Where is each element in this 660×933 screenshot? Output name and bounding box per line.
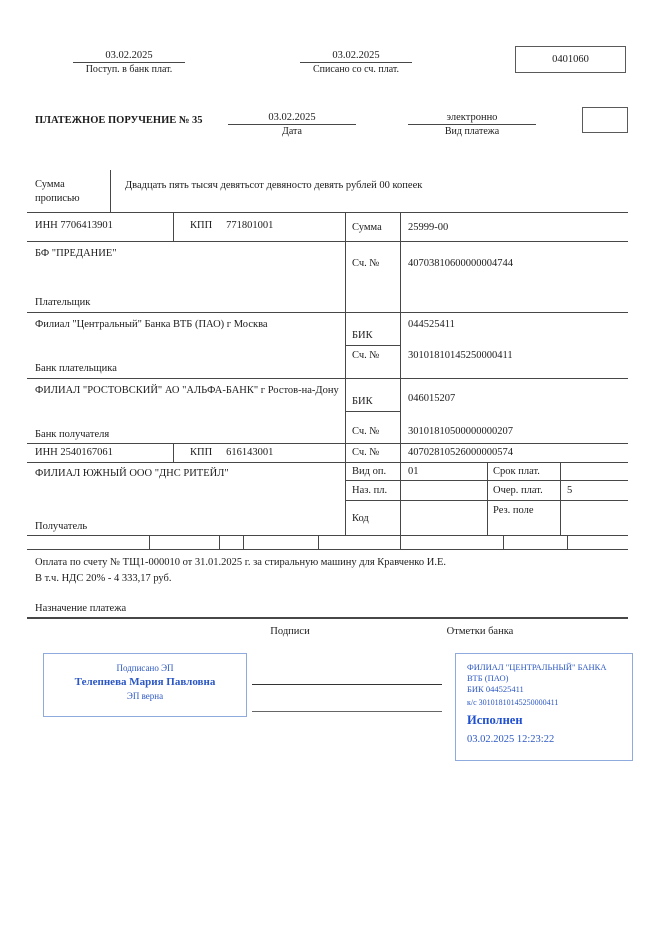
- payer-bank-section-label: Банк плательщика: [35, 363, 117, 374]
- table-line: [27, 462, 628, 463]
- document-title: ПЛАТЕЖНОЕ ПОРУЧЕНИЕ № 35: [35, 115, 203, 126]
- amount-words-label: Сумма прописью: [35, 179, 80, 205]
- table-line: [27, 535, 628, 536]
- sum-value: 25999-00: [408, 222, 449, 233]
- purpose-line1: Оплата по счету № ТЩ1-000010 от 31.01.2025 г. за стиральную машину для Кравченко И.Е.: [35, 557, 446, 568]
- signature-stamp-signed-label: Подписано ЭП: [116, 663, 174, 673]
- payee-bank-bik: 046015207: [408, 393, 456, 404]
- payer-bank-bik: 044525411: [408, 319, 455, 330]
- bank-stamp-datetime: 03.02.2025 12:23:22: [467, 734, 555, 746]
- payer-bank-account-label: Сч. №: [352, 350, 380, 361]
- payment-type-code-box: [582, 107, 628, 133]
- debited-date-field: [300, 50, 412, 75]
- payee-bank-bik-label: БИК: [352, 396, 373, 407]
- payer-name: БФ "ПРЕДАНИЕ": [35, 248, 117, 259]
- payer-bank-bik-label: БИК: [352, 330, 373, 341]
- op-value-column-divider: [560, 462, 561, 535]
- date-label: Дата: [282, 126, 302, 137]
- payer-account-label: Сч. №: [352, 258, 380, 269]
- payee-bank-section-label: Банк получателя: [35, 429, 110, 440]
- rez-pole-label: Рез. поле: [493, 505, 534, 516]
- payee-kpp: [190, 447, 273, 458]
- bank-stamp: [455, 653, 633, 761]
- srok-plat-label: Срок плат.: [493, 466, 540, 477]
- marks-row-divider: [149, 535, 150, 549]
- marks-row-divider: [567, 535, 568, 549]
- payer-bank-account: 30101810145250000411: [408, 350, 513, 361]
- signature-line-1: [252, 684, 442, 685]
- payee-kpp-label: КПП: [190, 447, 213, 458]
- payee-bank-account-label: Сч. №: [352, 426, 380, 437]
- table-line: [27, 312, 628, 313]
- bank-stamp-name-line2: ВТБ (ПАО): [467, 673, 509, 684]
- payer-account: 40703810600000004744: [408, 258, 513, 269]
- bik-divider-line: [345, 411, 400, 412]
- payee-kpp-value: 616143001: [226, 447, 274, 458]
- table-line: [27, 212, 628, 213]
- marks-row-divider: [503, 535, 504, 549]
- bank-stamp-name-line1: ФИЛИАЛ "ЦЕНТРАЛЬНЫЙ" БАНКА: [467, 662, 607, 672]
- received-date-label: Поступ. в банк плат.: [85, 64, 173, 75]
- bik-divider-line: [345, 345, 400, 346]
- marks-row-divider: [400, 535, 401, 549]
- form-code-box: 0401060: [515, 46, 626, 73]
- payment-type-field: [408, 112, 536, 137]
- debited-date-value: 03.02.2025: [300, 50, 412, 63]
- payee-bank-name: ФИЛИАЛ "РОСТОВСКИЙ" АО "АЛЬФА-БАНК" г Ростов-на-Дону: [35, 385, 339, 396]
- received-date-field: [73, 50, 185, 75]
- amount-words-value: Двадцать пять тысяч девятьсот девяносто девять рублей 00 копеек: [125, 180, 423, 191]
- vid-op-value: 01: [408, 466, 419, 477]
- label-column-divider: [345, 212, 346, 535]
- payee-account: 40702810526000000574: [408, 447, 513, 458]
- payee-inn: ИНН 2540167061: [35, 447, 113, 458]
- purpose-section-label: Назначение платежа: [35, 603, 127, 614]
- payment-type-value: электронно: [408, 112, 536, 125]
- payer-inn: ИНН 7706413901: [35, 220, 113, 231]
- op-column-divider: [487, 462, 488, 535]
- inn-kpp-divider: [173, 443, 174, 462]
- marks-row-divider: [318, 535, 319, 549]
- signature-stamp: [43, 653, 247, 717]
- payee-section-label: Получатель: [35, 521, 88, 532]
- payer-kpp-label: КПП: [190, 220, 213, 231]
- signature-stamp-name: Телепнева Мария Павловна: [74, 676, 216, 688]
- signatures-label: Подписи: [270, 626, 310, 637]
- purpose-underline: [27, 617, 628, 619]
- bank-marks-label: Отметки банка: [446, 626, 514, 637]
- marks-row-divider: [243, 535, 244, 549]
- payment-type-label: Вид платежа: [444, 126, 500, 137]
- table-line: [27, 378, 628, 379]
- bank-stamp-corr-account: к/с 30101810145250000411: [467, 698, 559, 708]
- received-date-value: 03.02.2025: [73, 50, 185, 63]
- payee-account-label: Сч. №: [352, 447, 380, 458]
- marks-row-divider: [219, 535, 220, 549]
- value-column-divider: [400, 212, 401, 535]
- purpose-line2: В т.ч. НДС 20% - 4 333,17 руб.: [35, 573, 172, 584]
- inn-kpp-divider: [173, 212, 174, 241]
- payee-bank-account: 30101810500000000207: [408, 426, 513, 437]
- naz-pl-label: Наз. пл.: [352, 485, 388, 496]
- payer-section-label: Плательщик: [35, 297, 91, 308]
- date-value: 03.02.2025: [228, 112, 356, 125]
- ocher-plat-value: 5: [567, 485, 573, 496]
- table-line: [27, 443, 628, 444]
- ocher-plat-label: Очер. плат.: [493, 485, 543, 496]
- payer-bank-name: Филиал "Центральный" Банка ВТБ (ПАО) г Москва: [35, 319, 268, 330]
- kod-label: Код: [352, 513, 369, 524]
- payer-kpp: [190, 220, 273, 231]
- sum-label: Сумма: [352, 222, 382, 233]
- bank-stamp-bik: БИК 044525411: [467, 684, 524, 695]
- vid-op-label: Вид оп.: [352, 466, 387, 477]
- bank-stamp-status: Исполнен: [467, 713, 523, 728]
- signature-line-2: [252, 711, 442, 712]
- signature-stamp-valid-label: ЭП верна: [126, 691, 164, 701]
- payer-kpp-value: 771801001: [226, 220, 274, 231]
- table-line: [27, 549, 628, 550]
- amount-words-divider: [110, 170, 111, 212]
- date-field: [228, 112, 356, 137]
- debited-date-label: Списано со сч. плат.: [312, 64, 400, 75]
- table-line: [27, 241, 628, 242]
- payee-name: ФИЛИАЛ ЮЖНЫЙ ООО "ДНС РИТЕЙЛ": [35, 468, 229, 479]
